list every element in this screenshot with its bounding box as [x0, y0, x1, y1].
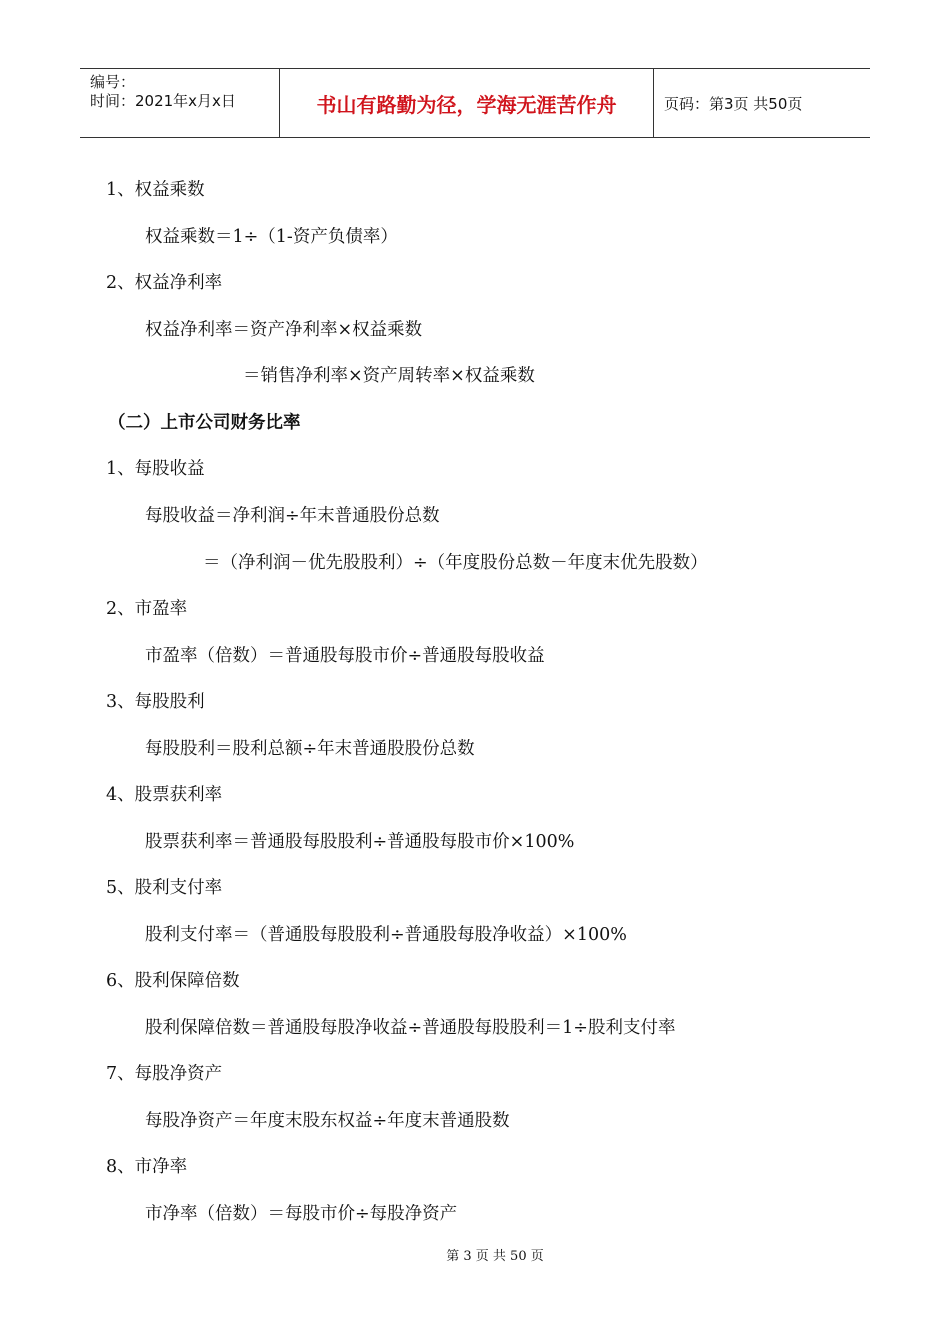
formula-eps: 每股收益＝净利润÷年末普通股份总数 [145, 506, 440, 526]
formula-equity-multiplier: 权益乘数＝1÷（1-资产负债率） [145, 227, 398, 247]
heading-pe-ratio: 2、市盈率 [106, 599, 188, 619]
heading-dividend-yield: 4、股票获利率 [106, 785, 223, 805]
section-title-listed-company-ratios: （二）上市公司财务比率 [108, 413, 301, 433]
heading-bvps: 7、每股净资产 [106, 1064, 223, 1084]
time-label: 时间：2021年x月x日 [90, 92, 236, 110]
formula-roe-expanded: ＝销售净利率×资产周转率×权益乘数 [243, 366, 535, 386]
formula-payout-ratio: 股利支付率＝（普通股每股股利÷普通股每股净收益）×100% [145, 925, 627, 945]
heading-dividend-coverage: 6、股利保障倍数 [106, 971, 240, 991]
heading-roe: 2、权益净利率 [106, 273, 223, 293]
heading-dps: 3、每股股利 [106, 692, 205, 712]
page-footer: 第 3 页 共 50 页 [446, 1249, 544, 1264]
formula-bvps: 每股净资产＝年度末股东权益÷年度末普通股数 [145, 1111, 510, 1131]
heading-equity-multiplier: 1、权益乘数 [106, 180, 205, 200]
formula-dividend-coverage: 股利保障倍数＝普通股每股净收益÷普通股每股股利＝1÷股利支付率 [145, 1018, 676, 1038]
formula-dividend-yield: 股票获利率＝普通股每股股利÷普通股每股市价×100% [145, 832, 575, 852]
formula-pe-ratio: 市盈率（倍数）＝普通股每股市价÷普通股每股收益 [145, 646, 545, 666]
heading-eps: 1、每股收益 [106, 459, 205, 479]
header-page-info: 页码：第3页 共50页 [664, 94, 803, 113]
formula-dps: 每股股利＝股利总额÷年末普通股股份总数 [145, 739, 475, 759]
formula-pb-ratio: 市净率（倍数）＝每股市价÷每股净资产 [145, 1204, 458, 1224]
heading-payout-ratio: 5、股利支付率 [106, 878, 223, 898]
number-label: 编号： [90, 73, 136, 91]
header-meta [80, 69, 280, 137]
page-header [80, 68, 870, 138]
formula-roe: 权益净利率＝资产净利率×权益乘数 [145, 320, 423, 340]
header-motto: 书山有路勤为径，学海无涯苦作舟 [280, 69, 654, 137]
heading-pb-ratio: 8、市净率 [106, 1157, 188, 1177]
formula-eps-expanded: ＝（净利润－优先股股利）÷（年度股份总数－年度末优先股数） [203, 553, 708, 573]
